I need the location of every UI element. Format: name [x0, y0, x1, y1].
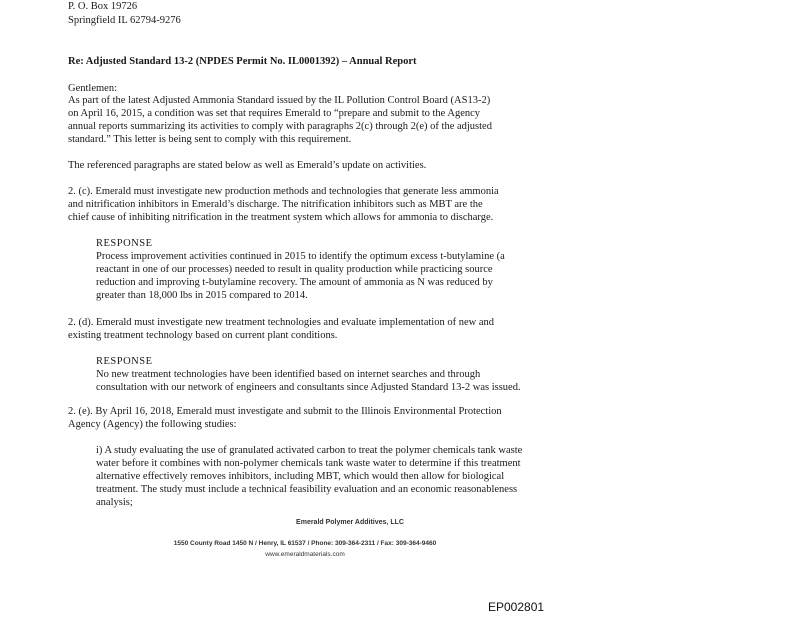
response-c-line: reduction and improving t-butylamine recovery. The amount of ammonia as N was reduced by — [96, 277, 493, 288]
response-c-line: Process improvement activities continued in 2015 to identify the optimum excess t-butylamine (a — [96, 251, 505, 262]
study-i-line: i) A study evaluating the use of granulated activated carbon to treat the polymer chemicals tank waste — [96, 445, 523, 456]
para-e-line: 2. (e). By April 16, 2018, Emerald must investigate and submit to the Illinois Environmental Protection — [68, 406, 502, 417]
footer-address: 1550 County Road 1450 N / Henry, IL 61537 / Phone: 309-364-2311 / Fax: 309-364-9460 — [173, 540, 437, 547]
study-i-line: treatment. The study must include a technical feasibility evaluation and an economic reasonableness — [96, 484, 518, 495]
intro-line: As part of the latest Adjusted Ammonia Standard issued by the IL Pollution Control Board (AS13-2) — [68, 95, 491, 106]
para-d-line: existing treatment technology based on current plant conditions. — [68, 330, 338, 341]
bates-number: EP002801 — [488, 600, 545, 614]
subject-line: Re: Adjusted Standard 13-2 (NPDES Permit No. IL0001392) – Annual Report — [68, 56, 417, 67]
study-i-line: alternative effectively removes inhibitors, including MBT, which would then allow for biological — [96, 471, 505, 482]
address-line-1: P. O. Box 19726 — [68, 1, 138, 12]
para-c-line: 2. (c). Emerald must investigate new production methods and technologies that generate less ammonia — [68, 186, 499, 197]
salutation: Gentlemen: — [68, 83, 117, 94]
intro-line: on April 16, 2015, a condition was set that requires Emerald to “prepare and submit to the Agency — [68, 108, 481, 119]
response-d-heading: RESPONSE — [96, 356, 153, 367]
response-d-line: No new treatment technologies have been identified based on internet searches and through — [96, 369, 481, 380]
para-e-line: Agency (Agency) the following studies: — [68, 419, 237, 430]
intro-line: annual reports summarizing its activities to comply with paragraphs 2(c) through 2(e) of the adjusted — [68, 121, 492, 132]
para-c-line: chief cause of inhibiting nitrification in the treatment system which allows for ammonia to discharge. — [68, 212, 494, 223]
response-c-line: reactant in one of our processes) needed to result in quality production while practicing source — [96, 264, 493, 275]
study-i-line: water before it combines with non-polymer chemicals tank waste water to determine if this treatment — [96, 458, 521, 469]
address-line-2: Springfield IL 62794-9276 — [68, 15, 181, 26]
response-c-line: greater than 18,000 lbs in 2015 compared to 2014. — [96, 290, 308, 301]
response-d-line: consultation with our network of engineers and consultants since Adjusted Standard 13-2 was issued. — [96, 382, 521, 393]
footer-company-name: Emerald Polymer Additives, LLC — [296, 519, 404, 526]
footer-website: www.emeraldmaterials.com — [265, 551, 345, 558]
para-c-line: and nitrification inhibitors in Emerald’s discharge. The nitrification inhibitors such as MBT are the — [68, 199, 483, 210]
study-i-line: analysis; — [96, 497, 133, 508]
intro-line: standard.” This letter is being sent to comply with this requirement. — [68, 134, 352, 145]
para-d-line: 2. (d). Emerald must investigate new treatment technologies and evaluate implementation of new and — [68, 317, 494, 328]
response-c-heading: RESPONSE — [96, 238, 153, 249]
referenced-paragraph: The referenced paragraphs are stated below as well as Emerald’s update on activities. — [68, 160, 427, 171]
